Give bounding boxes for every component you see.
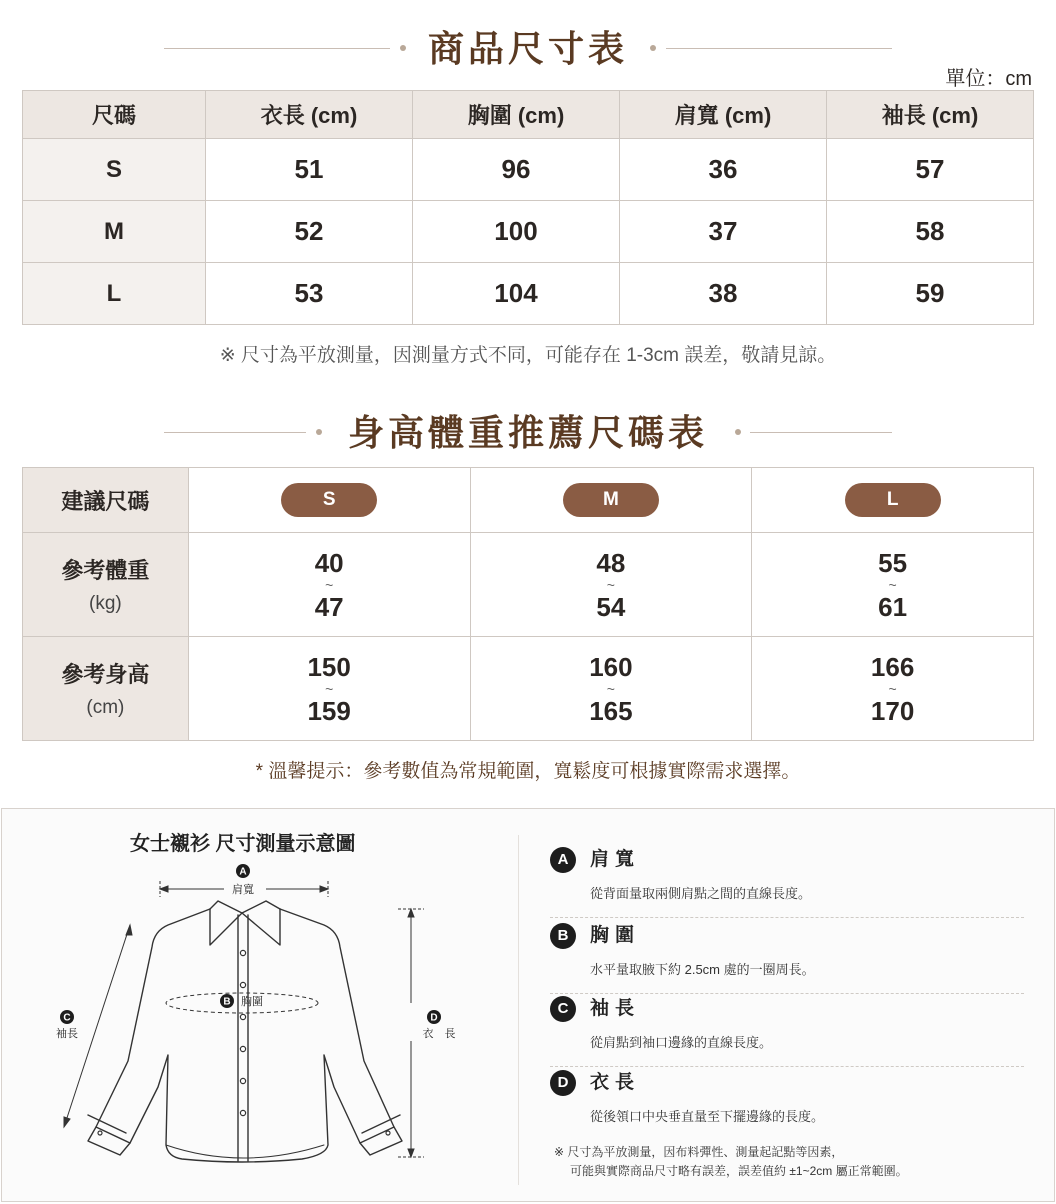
size-cell (188, 468, 470, 533)
range-tilde: ~ (325, 680, 334, 697)
marker-c-label: 袖長 (56, 1028, 78, 1040)
header-length: 衣長 (cm) (206, 91, 413, 139)
sleeve-cell: 59 (827, 263, 1034, 325)
item-label: 胸圍 (590, 925, 641, 946)
size-badge-l: L (845, 483, 941, 517)
size-note: ※ 尺寸為平放測量，因測量方式不同，可能存在 1-3cm 誤差，敬請見諒。 (219, 345, 837, 366)
height-row-label (23, 637, 189, 741)
shoulder-cell: 37 (620, 201, 827, 263)
marker-a-label: 肩寬 (232, 884, 254, 896)
item-desc: 從後領口中央垂直量至下擺邊緣的長度。 (590, 1109, 825, 1124)
height-range-m (470, 637, 752, 741)
weight-range-l (752, 533, 1034, 637)
range-tilde: ~ (325, 576, 334, 593)
size-badge-s: S (281, 483, 377, 517)
size-table (22, 90, 1034, 325)
header-sleeve: 袖長 (cm) (827, 91, 1034, 139)
size-cell: L (23, 263, 206, 325)
height-unit: (cm) (86, 697, 125, 718)
unit-label: 單位：cm (945, 68, 1032, 90)
weight-range-m (470, 533, 752, 637)
size-badge-m: M (563, 483, 659, 517)
length-cell: 53 (206, 263, 413, 325)
recommend-table (22, 467, 1034, 741)
badge-d: D (550, 1070, 576, 1096)
weight-unit: (kg) (89, 593, 122, 614)
item-desc: 從背面量取兩側肩點之間的直線長度。 (590, 886, 812, 901)
length-cell: 52 (206, 201, 413, 263)
badge-c: C (550, 996, 576, 1022)
header-chest: 胸圍 (cm) (413, 91, 620, 139)
divider (550, 1066, 1024, 1067)
badge-a: A (550, 847, 576, 873)
chest-cell: 100 (413, 201, 620, 263)
header-size: 尺碼 (23, 91, 206, 139)
sleeve-cell: 57 (827, 139, 1034, 201)
height-range-s (188, 637, 470, 741)
measurement-panel (1, 808, 1055, 1202)
recommend-title: 身高體重推薦尺碼表 (347, 412, 708, 454)
weight-min: 48 (596, 547, 626, 578)
header-shoulder: 肩寬 (cm) (620, 91, 827, 139)
marker-d-label: 衣 長 (422, 1028, 456, 1040)
weight-max: 61 (878, 591, 908, 622)
height-max: 165 (589, 695, 633, 726)
recommend-title-bar (0, 408, 1056, 458)
height-min: 166 (870, 651, 915, 682)
size-row-label: 建議尺碼 (23, 468, 189, 533)
weight-max: 54 (596, 591, 626, 622)
range-tilde: ~ (888, 680, 897, 697)
size-cell: M (23, 201, 206, 263)
shoulder-cell: 38 (620, 263, 827, 325)
weight-row-label (23, 533, 189, 637)
range-tilde: ~ (606, 576, 615, 593)
range-tilde: ~ (888, 576, 897, 593)
weight-min: 40 (314, 547, 344, 578)
marker-a-letter: A (239, 866, 247, 878)
table-row (23, 201, 1034, 263)
chest-cell: 104 (413, 263, 620, 325)
chest-cell: 96 (413, 139, 620, 201)
item-desc: 水平量取腋下約 2.5cm 處的一圈周長。 (590, 962, 815, 977)
height-min: 160 (589, 651, 633, 682)
weight-range-s (188, 533, 470, 637)
shirt-diagram (42, 855, 462, 1185)
shoulder-cell: 36 (620, 139, 827, 201)
height-max: 159 (307, 695, 351, 726)
diagram-title: 女士襯衫 尺寸測量示意圖 (130, 833, 356, 855)
weight-label: 參考體重 (61, 558, 150, 583)
divider (550, 993, 1024, 994)
height-min: 150 (307, 651, 351, 682)
footnote-line-1: ※ 尺寸為平放測量，因布料彈性、測量起記點等因素， (554, 1145, 844, 1159)
weight-max: 47 (314, 591, 344, 622)
item-label: 肩寬 (590, 849, 641, 870)
recommend-note: * 溫馨提示：參考數值為常規範圍，寬鬆度可根據實際需求選擇。 (255, 761, 801, 782)
size-cell (752, 468, 1034, 533)
table-row (23, 637, 1034, 741)
marker-c-letter: C (63, 1012, 71, 1024)
panel-divider (518, 835, 519, 1185)
height-label: 參考身高 (61, 662, 150, 687)
item-label: 袖長 (590, 998, 641, 1019)
size-chart-title-bar (0, 24, 1056, 74)
range-tilde: ~ (606, 680, 615, 697)
badge-b: B (550, 923, 576, 949)
length-cell: 51 (206, 139, 413, 201)
marker-b-label: 胸圍 (241, 996, 263, 1008)
table-row (23, 533, 1034, 637)
divider (550, 917, 1024, 918)
table-row (23, 263, 1034, 325)
marker-d-letter: D (430, 1012, 438, 1024)
footnote-line-2: 可能與實際商品尺寸略有誤差，誤差值約 ±1~2cm 屬正常範圍。 (570, 1164, 908, 1178)
table-row (23, 139, 1034, 201)
marker-b-letter: B (223, 996, 231, 1008)
measurement-footnote (554, 1143, 908, 1181)
size-cell (470, 468, 752, 533)
item-desc: 從肩點到袖口邊緣的直線長度。 (590, 1035, 773, 1050)
sleeve-cell: 58 (827, 201, 1034, 263)
size-chart-title: 商品尺寸表 (427, 28, 628, 70)
size-cell: S (23, 139, 206, 201)
weight-min: 55 (878, 547, 908, 578)
size-table-header (23, 91, 1034, 139)
table-row (23, 468, 1034, 533)
item-label: 衣長 (590, 1072, 641, 1093)
height-range-l (752, 637, 1034, 741)
height-max: 170 (870, 695, 915, 726)
